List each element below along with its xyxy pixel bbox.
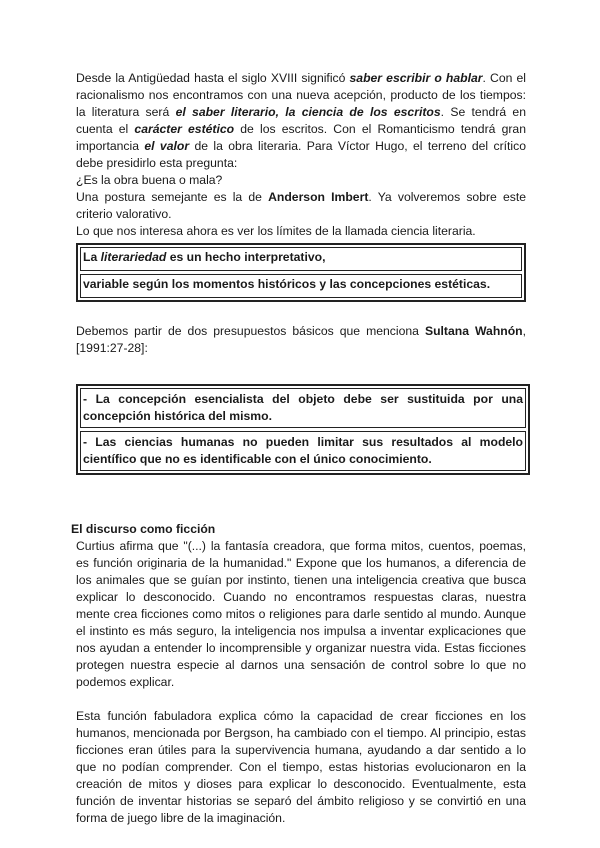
- emphasis-text: el valor: [144, 139, 190, 153]
- intro-text: de la obra literaria. Para Víctor Hugo, el terreno del crítico debe presidirlo esta pregunta:: [76, 139, 527, 170]
- imbert-paragraph: [76, 189, 526, 223]
- emphasis-text: carácter estético: [134, 122, 235, 136]
- intro-text: de los escritos. Con el Romanticismo tendrá gran importancia: [76, 122, 526, 153]
- box-emphasis: literariedad: [100, 250, 167, 264]
- presupuestos-paragraph: [76, 323, 526, 357]
- box-text: La: [83, 250, 101, 264]
- author-name: Sultana Wahnón: [424, 324, 523, 338]
- intro-text: . Con el racionalismo nos encontramos con una nueva acepción, producto de los tiempos: la literatura será: [76, 71, 526, 119]
- box-item: - La concepción esencialista del objeto debe ser sustituida por una concepción histórica del mismo.: [80, 388, 526, 428]
- box-line: variable según los momentos históricos y las concepciones estéticas.: [80, 274, 522, 298]
- document-page: [71, 70, 527, 827]
- section-paragraph: Esta función fabuladora explica cómo la capacidad de crear ficciones en los humanos, mencionada por Bergson, ha cambiado con el tiempo. Al principio, estas ficciones eran útiles para la supervivencia humana, ayudando a dar sentido a lo que no podían comprender. Con el tiempo, estas historias evolucionaron en la creación de mitos y dioses para explicar lo desconocido. Eventualmente, esta función de inventar historias se separó del ámbito religioso y se convirtió en una forma de juego libre de la imaginación.: [76, 709, 526, 825]
- author-name: Anderson Imbert: [268, 190, 369, 204]
- body-text: , [1991:27-28]:: [76, 324, 526, 355]
- emphasis-text: el saber literario, la ciencia de los escritos: [175, 105, 441, 119]
- body-text: Debemos partir de dos presupuestos básicos que menciona: [76, 324, 425, 338]
- question-line: ¿Es la obra buena o mala?: [76, 173, 223, 187]
- box-text: es un hecho interpretativo,: [166, 250, 326, 264]
- box-item: - Las ciencias humanas no pueden limitar sus resultados al modelo científico que no es identificable con el único conocimiento.: [80, 431, 526, 471]
- emphasis-text: saber escribir o hablar: [349, 71, 483, 85]
- section-paragraph: Curtius afirma que "(...) la fantasía creadora, que forma mitos, cuentos, poemas, es función originaria de la humanidad." Expone que los humanos, a diferencia de los animales que se guían por instinto, tienen una inteligencia creativa que busca explicar lo desconocido. Cuando no encontramos respuestas claras, nuestra mente crea ficciones como mitos o religiones para darle sentido al mundo. Aunque el instinto es más seguro, la inteligencia nos impulsa a inventar explicaciones que nos ayudan a entender lo incomprensible y organizar nuestra vida. Estas ficciones protegen nuestra especie al darnos una sensación de control sobre lo que no podemos explicar.: [76, 539, 526, 689]
- intro-paragraph: [76, 70, 526, 172]
- intro-text: . Ya volveremos sobre este criterio valorativo.: [76, 190, 526, 221]
- presupuestos-box: [76, 384, 530, 475]
- literariedad-box: [76, 243, 526, 302]
- box-line: [80, 247, 522, 271]
- intro-text: Desde la Antigüedad hasta el siglo XVIII significó: [76, 71, 350, 85]
- limits-line: Lo que nos interesa ahora es ver los límites de la llamada ciencia literaria.: [76, 224, 476, 238]
- intro-text: Una postura semejante es la de: [76, 190, 269, 204]
- intro-text: . Se tendrá en cuenta el: [76, 105, 526, 136]
- section-title: El discurso como ficción: [71, 522, 216, 536]
